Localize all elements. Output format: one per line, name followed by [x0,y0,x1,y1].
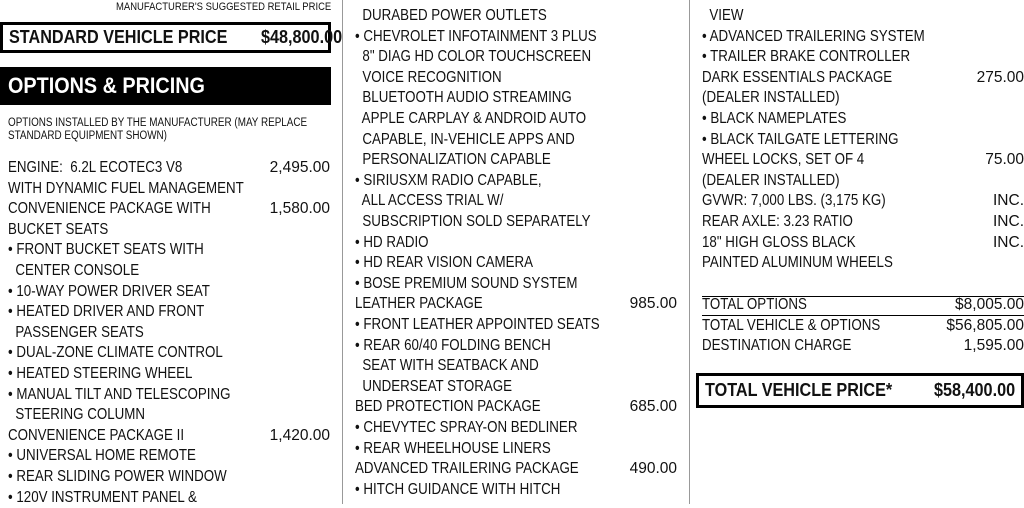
msrp-label: MANUFACTURER'S SUGGESTED RETAIL PRICE [116,1,332,13]
destination-charge-value: 1,595.00 [963,337,1024,354]
col2-item: SUBSCRIPTION SOLD SEPARATELY [355,213,591,230]
col2-item: • HD RADIO [355,233,429,251]
col2-item: • REAR 60/40 FOLDING BENCH [355,336,551,354]
col3-item-price: INC. [993,192,1024,210]
col3-item-price: INC. [993,233,1024,251]
col1-item: • HEATED DRIVER AND FRONT [8,303,205,321]
total-options-label: TOTAL OPTIONS [702,296,807,313]
standard-vehicle-price-box [0,22,342,53]
col2-item: • HITCH GUIDANCE WITH HITCH [355,480,561,498]
col1-item: • DUAL-ZONE CLIMATE CONTROL [8,344,223,362]
col3-item: (DEALER INSTALLED) [702,171,840,189]
total-vehicle-options-value: $56,805.00 [946,317,1024,334]
col2-item-price: 985.00 [629,295,677,313]
col2-item: • CHEVROLET INFOTAINMENT 3 PLUS [355,27,597,45]
col2-item: BED PROTECTION PACKAGE [355,398,541,416]
col3-item: GVWR: 7,000 LBS. (3,175 KG) [702,192,886,210]
column-divider-1 [342,0,343,504]
col3-item: • BLACK TAILGATE LETTERING [702,130,899,148]
col1-item: WITH DYNAMIC FUEL MANAGEMENT [8,179,244,197]
standard-price-label: STANDARD VEHICLE PRICE [9,27,228,47]
options-note: OPTIONS INSTALLED BY THE MANUFACTURER (MAY REPLACE STANDARD EQUIPMENT SHOWN) [8,117,308,142]
col3-item-price: 75.00 [985,151,1024,169]
col3-item: WHEEL LOCKS, SET OF 4 [702,151,865,169]
col1-item-price: 1,420.00 [269,426,330,444]
col1-item: BUCKET SEATS [8,220,109,238]
col1-item-price: 1,580.00 [269,200,330,218]
col3-item: REAR AXLE: 3.23 RATIO [702,213,853,230]
col2-item: BLUETOOTH AUDIO STREAMING [355,89,572,107]
col2-item: PERSONALIZATION CAPABLE [355,151,551,169]
col2-item: VOICE RECOGNITION [355,68,502,86]
col2-item: • FRONT LEATHER APPOINTED SEATS [355,316,600,333]
col2-item-price: 685.00 [629,398,677,416]
col1-item: • REAR SLIDING POWER WINDOW [8,468,227,485]
standard-price-value: $48,800.00 [260,27,342,47]
col2-item-price: 490.00 [629,460,677,478]
col1-item: • 120V INSTRUMENT PANEL & [8,488,197,506]
total-price-value: $58,400.00 [933,380,1015,400]
column-divider-2 [689,0,690,504]
col1-item: • MANUAL TILT AND TELESCOPING [8,385,231,403]
col1-item-price: 2,495.00 [269,159,330,176]
total-vehicle-options-label: TOTAL VEHICLE & OPTIONS [702,317,881,334]
col3-item: DARK ESSENTIALS PACKAGE [702,68,893,86]
col2-item: 8" DIAG HD COLOR TOUCHSCREEN [355,48,592,66]
col2-item: • REAR WHEELHOUSE LINERS [355,439,551,457]
col2-item: ALL ACCESS TRIAL W/ [355,192,504,210]
col3-item: (DEALER INSTALLED) [702,89,840,107]
total-vehicle-price-box [696,373,1024,408]
col2-item: • HD REAR VISION CAMERA [355,254,533,272]
col2-item: CAPABLE, IN-VEHICLE APPS AND [355,130,575,148]
col2-item: • BOSE PREMIUM SOUND SYSTEM [355,274,578,292]
col2-item: ADVANCED TRAILERING PACKAGE [355,460,579,478]
col3-item-price: 275.00 [976,68,1024,86]
col3-item: PAINTED ALUMINUM WHEELS [702,254,893,272]
col2-item: • SIRIUSXM RADIO CAPABLE, [355,171,542,189]
col1-item: PASSENGER SEATS [8,323,144,341]
col1-item: CONVENIENCE PACKAGE WITH [8,200,211,218]
col3-item: 18" HIGH GLOSS BLACK [702,233,856,251]
col3-item: • BLACK NAMEPLATES [702,110,847,127]
col1-item: CONVENIENCE PACKAGE II [8,426,185,444]
options-title: OPTIONS & PRICING [8,73,205,98]
col1-item: • HEATED STEERING WHEEL [8,365,193,382]
col2-item: UNDERSEAT STORAGE [355,377,513,395]
col2-item: DURABED POWER OUTLETS [355,7,547,24]
col1-item: • 10-WAY POWER DRIVER SEAT [8,282,210,300]
col2-item: SEAT WITH SEATBACK AND [355,357,539,375]
col3-item-price: INC. [993,213,1024,230]
col1-item: • UNIVERSAL HOME REMOTE [8,447,196,465]
col2-item: LEATHER PACKAGE [355,295,483,313]
col2-item: APPLE CARPLAY & ANDROID AUTO [355,110,587,127]
col1-item: CENTER CONSOLE [8,262,140,279]
col2-item: • CHEVYTEC SPRAY-ON BEDLINER [355,419,578,436]
destination-charge-label: DESTINATION CHARGE [702,337,852,354]
col1-item: ENGINE: 6.2L ECOTEC3 V8 [8,159,183,176]
col3-item: • TRAILER BRAKE CONTROLLER [702,48,911,66]
col1-item: STEERING COLUMN [8,406,146,424]
col3-item: • ADVANCED TRAILERING SYSTEM [702,27,925,45]
options-pricing-banner [0,67,331,105]
col3-item: VIEW [702,7,744,24]
col1-item: • FRONT BUCKET SEATS WITH [8,241,204,259]
total-options-value: $8,005.00 [955,296,1024,313]
total-price-label: TOTAL VEHICLE PRICE* [705,380,893,400]
